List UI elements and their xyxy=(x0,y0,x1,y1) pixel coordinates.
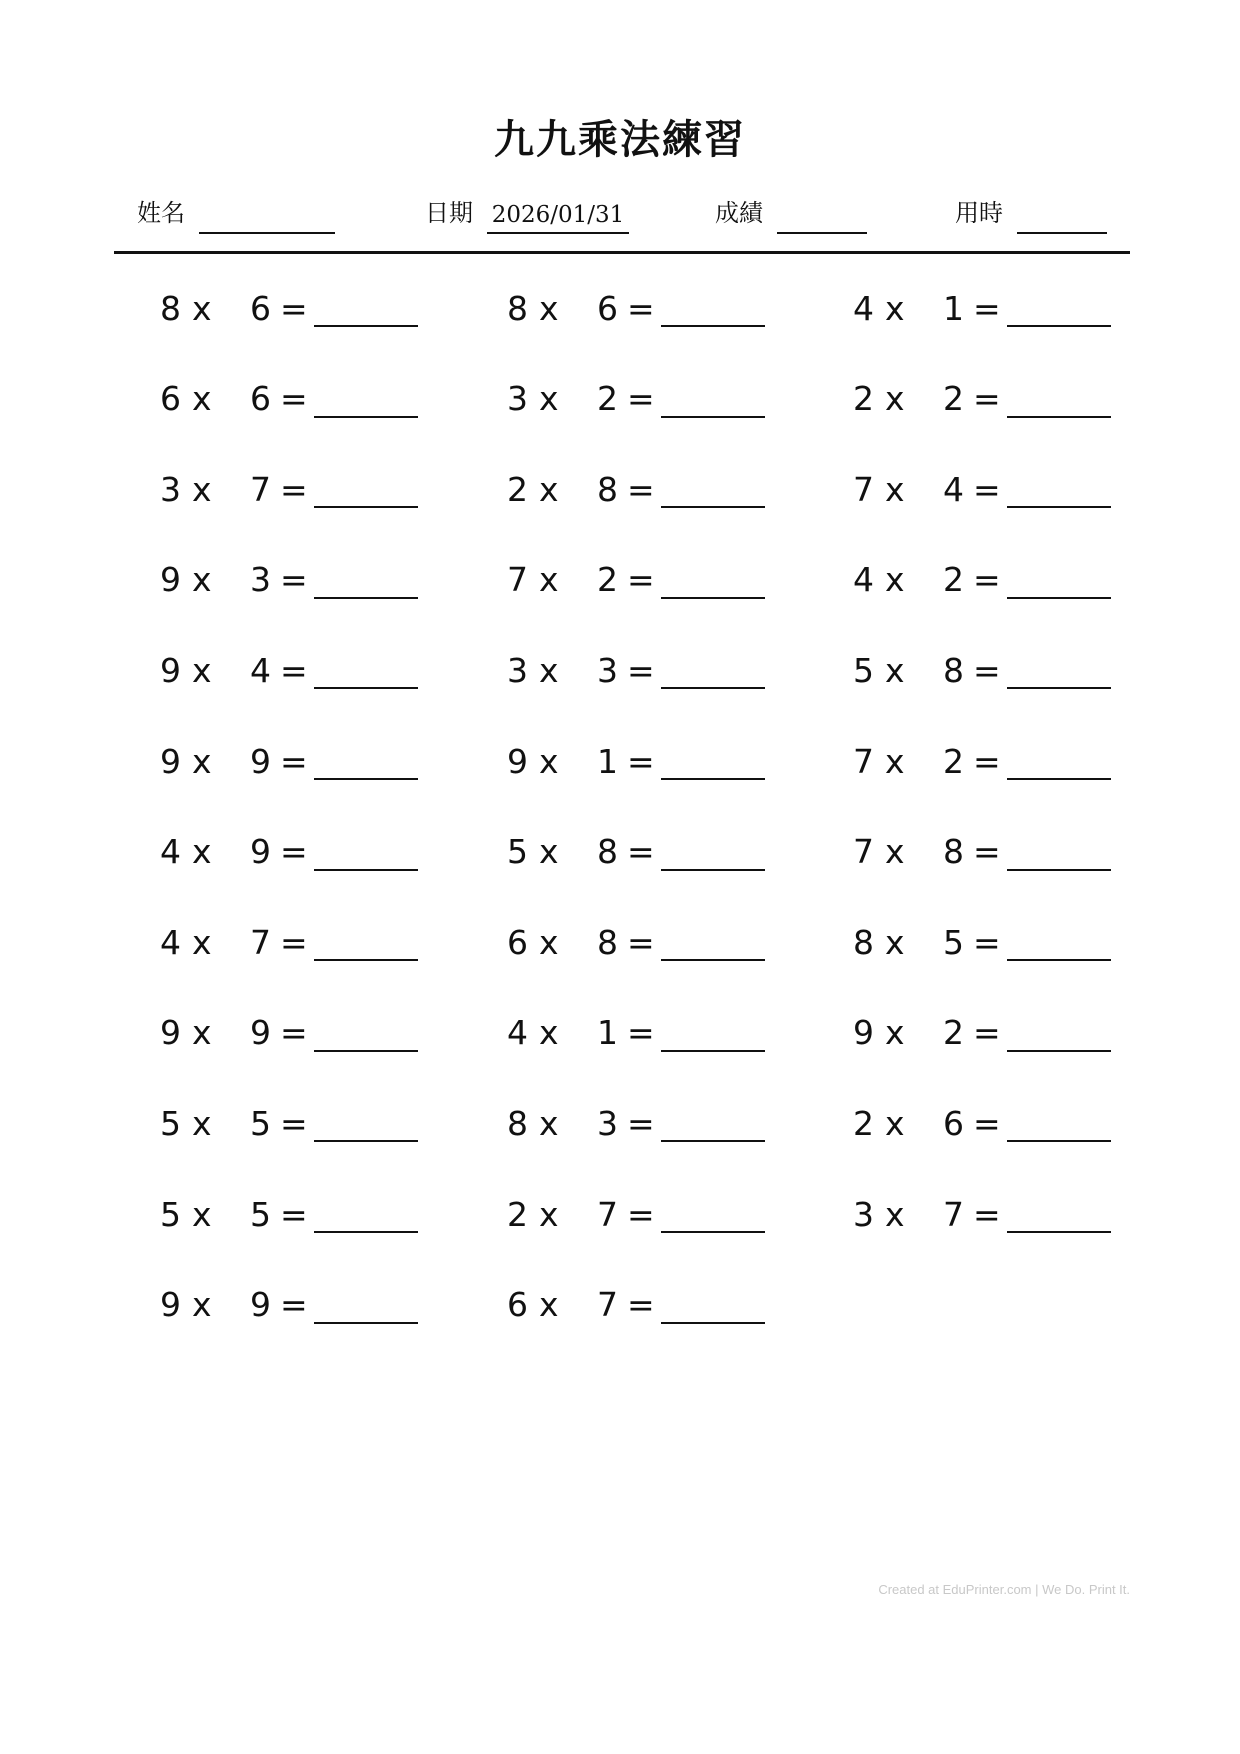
multiply-sign: x xyxy=(539,1013,559,1053)
multiplicand: 6 xyxy=(160,379,181,419)
problem-item xyxy=(160,829,418,875)
equals-sign: = xyxy=(627,1103,655,1143)
equals-sign: = xyxy=(627,922,655,962)
multiply-sign: x xyxy=(885,288,905,328)
multiplier: 8 xyxy=(943,832,964,872)
page-title: 九九乘法練習 xyxy=(494,116,746,163)
answer-blank[interactable] xyxy=(314,325,418,327)
score-field xyxy=(715,190,867,234)
answer-blank[interactable] xyxy=(314,1322,418,1324)
multiplier: 5 xyxy=(250,1103,271,1143)
answer-blank[interactable] xyxy=(661,1050,765,1052)
multiplier: 8 xyxy=(597,832,618,872)
multiplier: 2 xyxy=(943,741,964,781)
problem-item xyxy=(160,1191,418,1237)
problem-item xyxy=(853,1010,1111,1056)
multiplicand: 9 xyxy=(160,1013,181,1053)
multiply-sign: x xyxy=(539,379,559,419)
equals-sign: = xyxy=(973,560,1001,600)
multiply-sign: x xyxy=(885,1103,905,1143)
problem-item xyxy=(507,1100,765,1146)
equals-sign: = xyxy=(280,1285,308,1325)
multiplier: 7 xyxy=(943,1194,964,1234)
equals-sign: = xyxy=(973,379,1001,419)
answer-blank[interactable] xyxy=(1007,778,1111,780)
equals-sign: = xyxy=(973,1103,1001,1143)
multiplicand: 2 xyxy=(853,379,874,419)
problem-item xyxy=(853,1100,1111,1146)
multiply-sign: x xyxy=(192,922,212,962)
multiplier: 5 xyxy=(943,922,964,962)
equals-sign: = xyxy=(627,560,655,600)
multiplicand: 7 xyxy=(853,741,874,781)
multiply-sign: x xyxy=(885,832,905,872)
multiplicand: 8 xyxy=(507,288,528,328)
answer-blank[interactable] xyxy=(661,1140,765,1142)
equals-sign: = xyxy=(973,1194,1001,1234)
equals-sign: = xyxy=(280,922,308,962)
date-field xyxy=(425,190,629,234)
answer-blank[interactable] xyxy=(314,597,418,599)
answer-blank[interactable] xyxy=(1007,325,1111,327)
problem-item xyxy=(507,1282,765,1328)
multiplier: 2 xyxy=(943,1013,964,1053)
multiply-sign: x xyxy=(885,650,905,690)
multiply-sign: x xyxy=(192,1194,212,1234)
multiplier: 5 xyxy=(250,1194,271,1234)
problem-item xyxy=(507,376,765,422)
problem-item xyxy=(160,1100,418,1146)
multiply-sign: x xyxy=(192,832,212,872)
multiplicand: 9 xyxy=(160,741,181,781)
multiply-sign: x xyxy=(885,1194,905,1234)
multiplicand: 2 xyxy=(853,1103,874,1143)
multiplier: 6 xyxy=(250,379,271,419)
multiplier: 1 xyxy=(597,741,618,781)
equals-sign: = xyxy=(280,1194,308,1234)
equals-sign: = xyxy=(973,832,1001,872)
answer-blank[interactable] xyxy=(314,1050,418,1052)
multiplier: 3 xyxy=(597,650,618,690)
multiplicand: 5 xyxy=(160,1194,181,1234)
answer-blank[interactable] xyxy=(661,1231,765,1233)
equals-sign: = xyxy=(280,741,308,781)
multiply-sign: x xyxy=(192,741,212,781)
multiplicand: 5 xyxy=(160,1103,181,1143)
multiplicand: 4 xyxy=(853,560,874,600)
multiplicand: 3 xyxy=(507,379,528,419)
problem-item xyxy=(507,738,765,784)
problem-item xyxy=(853,919,1111,965)
multiply-sign: x xyxy=(192,650,212,690)
answer-blank[interactable] xyxy=(661,778,765,780)
multiplier: 6 xyxy=(943,1103,964,1143)
name-input-line[interactable] xyxy=(199,200,335,234)
multiplier: 6 xyxy=(597,288,618,328)
multiply-sign: x xyxy=(539,922,559,962)
answer-blank[interactable] xyxy=(314,687,418,689)
problem-item xyxy=(853,647,1111,693)
problem-item xyxy=(853,376,1111,422)
equals-sign: = xyxy=(280,379,308,419)
multiply-sign: x xyxy=(539,741,559,781)
multiplicand: 5 xyxy=(853,650,874,690)
answer-blank[interactable] xyxy=(314,1231,418,1233)
problem-item xyxy=(507,285,765,331)
multiplicand: 4 xyxy=(853,288,874,328)
multiplicand: 6 xyxy=(507,922,528,962)
multiplicand: 9 xyxy=(160,650,181,690)
answer-blank[interactable] xyxy=(1007,1050,1111,1052)
multiplicand: 8 xyxy=(507,1103,528,1143)
equals-sign: = xyxy=(280,560,308,600)
problem-item xyxy=(160,647,418,693)
multiply-sign: x xyxy=(192,1013,212,1053)
multiplier: 9 xyxy=(250,832,271,872)
multiplier: 4 xyxy=(250,650,271,690)
multiply-sign: x xyxy=(192,469,212,509)
equals-sign: = xyxy=(627,832,655,872)
equals-sign: = xyxy=(280,1103,308,1143)
equals-sign: = xyxy=(627,741,655,781)
time-label: 用時 xyxy=(955,199,1003,227)
multiply-sign: x xyxy=(885,469,905,509)
multiplicand: 3 xyxy=(507,650,528,690)
multiplier: 6 xyxy=(250,288,271,328)
answer-blank[interactable] xyxy=(1007,1231,1111,1233)
multiply-sign: x xyxy=(885,922,905,962)
equals-sign: = xyxy=(973,288,1001,328)
multiply-sign: x xyxy=(192,1285,212,1325)
equals-sign: = xyxy=(627,650,655,690)
multiply-sign: x xyxy=(885,379,905,419)
multiplier: 2 xyxy=(943,560,964,600)
multiplier: 9 xyxy=(250,1285,271,1325)
multiply-sign: x xyxy=(192,1103,212,1143)
multiply-sign: x xyxy=(539,560,559,600)
problem-item xyxy=(507,557,765,603)
multiplicand: 7 xyxy=(507,560,528,600)
problem-item xyxy=(507,1010,765,1056)
multiplicand: 8 xyxy=(853,922,874,962)
equals-sign: = xyxy=(280,650,308,690)
multiplier: 2 xyxy=(597,560,618,600)
score-label: 成績 xyxy=(715,199,763,227)
multiplicand: 7 xyxy=(853,469,874,509)
answer-blank[interactable] xyxy=(1007,687,1111,689)
multiply-sign: x xyxy=(539,650,559,690)
multiply-sign: x xyxy=(192,379,212,419)
equals-sign: = xyxy=(280,288,308,328)
problem-item xyxy=(853,829,1111,875)
multiply-sign: x xyxy=(539,1103,559,1143)
answer-blank[interactable] xyxy=(314,1140,418,1142)
multiplicand: 9 xyxy=(160,1285,181,1325)
name-label: 姓名 xyxy=(137,199,185,227)
date-label: 日期 xyxy=(425,199,473,227)
answer-blank[interactable] xyxy=(314,506,418,508)
multiply-sign: x xyxy=(885,1013,905,1053)
multiplicand: 2 xyxy=(507,1194,528,1234)
multiplier: 7 xyxy=(597,1194,618,1234)
problem-item xyxy=(160,1282,418,1328)
equals-sign: = xyxy=(627,469,655,509)
multiplicand: 8 xyxy=(160,288,181,328)
answer-blank[interactable] xyxy=(661,325,765,327)
problem-item xyxy=(853,466,1111,512)
multiply-sign: x xyxy=(192,288,212,328)
footer-credit: Created at EduPrinter.com | We Do. Print It. xyxy=(878,1582,1130,1597)
multiplier: 9 xyxy=(250,741,271,781)
answer-blank[interactable] xyxy=(661,1322,765,1324)
problem-item xyxy=(160,466,418,512)
multiply-sign: x xyxy=(539,1285,559,1325)
equals-sign: = xyxy=(280,832,308,872)
answer-blank[interactable] xyxy=(661,687,765,689)
multiplier: 3 xyxy=(250,560,271,600)
header-divider xyxy=(114,251,1130,254)
multiplier: 3 xyxy=(597,1103,618,1143)
answer-blank[interactable] xyxy=(661,506,765,508)
problem-item xyxy=(160,376,418,422)
problem-item xyxy=(160,557,418,603)
equals-sign: = xyxy=(627,1013,655,1053)
equals-sign: = xyxy=(627,1285,655,1325)
problem-item xyxy=(507,647,765,693)
answer-blank[interactable] xyxy=(661,869,765,871)
problem-item xyxy=(853,738,1111,784)
problem-item xyxy=(853,557,1111,603)
answer-blank[interactable] xyxy=(314,778,418,780)
multiply-sign: x xyxy=(539,1194,559,1234)
time-input-line[interactable] xyxy=(1017,200,1107,234)
multiplier: 8 xyxy=(943,650,964,690)
multiplier: 7 xyxy=(250,469,271,509)
multiplier: 1 xyxy=(943,288,964,328)
multiplicand: 9 xyxy=(160,560,181,600)
problem-item xyxy=(507,1191,765,1237)
answer-blank[interactable] xyxy=(314,416,418,418)
date-value[interactable]: 2026/01/31 xyxy=(487,200,629,234)
problem-item xyxy=(507,829,765,875)
equals-sign: = xyxy=(280,1013,308,1053)
answer-blank[interactable] xyxy=(661,416,765,418)
multiplier: 4 xyxy=(943,469,964,509)
equals-sign: = xyxy=(973,1013,1001,1053)
multiplier: 2 xyxy=(943,379,964,419)
answer-blank[interactable] xyxy=(1007,506,1111,508)
problem-item xyxy=(160,919,418,965)
multiplicand: 9 xyxy=(507,741,528,781)
equals-sign: = xyxy=(627,288,655,328)
equals-sign: = xyxy=(973,469,1001,509)
multiplicand: 3 xyxy=(160,469,181,509)
answer-blank[interactable] xyxy=(1007,869,1111,871)
problem-item xyxy=(507,466,765,512)
problem-item xyxy=(507,919,765,965)
answer-blank[interactable] xyxy=(1007,1140,1111,1142)
answer-blank[interactable] xyxy=(661,959,765,961)
name-field xyxy=(137,190,335,234)
multiplicand: 2 xyxy=(507,469,528,509)
multiplicand: 4 xyxy=(160,832,181,872)
score-input-line[interactable] xyxy=(777,200,867,234)
problem-item xyxy=(160,1010,418,1056)
multiplicand: 9 xyxy=(853,1013,874,1053)
equals-sign: = xyxy=(973,922,1001,962)
worksheet-header xyxy=(0,190,1240,234)
multiply-sign: x xyxy=(192,560,212,600)
answer-blank[interactable] xyxy=(314,869,418,871)
multiplicand: 4 xyxy=(507,1013,528,1053)
multiplicand: 7 xyxy=(853,832,874,872)
multiplier: 2 xyxy=(597,379,618,419)
problem-item xyxy=(160,738,418,784)
equals-sign: = xyxy=(973,650,1001,690)
multiplicand: 6 xyxy=(507,1285,528,1325)
equals-sign: = xyxy=(627,1194,655,1234)
equals-sign: = xyxy=(973,741,1001,781)
equals-sign: = xyxy=(280,469,308,509)
multiplier: 9 xyxy=(250,1013,271,1053)
multiplier: 7 xyxy=(250,922,271,962)
multiply-sign: x xyxy=(539,832,559,872)
multiplicand: 5 xyxy=(507,832,528,872)
answer-blank[interactable] xyxy=(314,959,418,961)
multiplier: 7 xyxy=(597,1285,618,1325)
multiplicand: 3 xyxy=(853,1194,874,1234)
multiplicand: 4 xyxy=(160,922,181,962)
answer-blank[interactable] xyxy=(1007,416,1111,418)
multiplier: 1 xyxy=(597,1013,618,1053)
answer-blank[interactable] xyxy=(1007,597,1111,599)
multiply-sign: x xyxy=(539,288,559,328)
problem-item xyxy=(160,285,418,331)
multiplier: 8 xyxy=(597,922,618,962)
multiply-sign: x xyxy=(539,469,559,509)
answer-blank[interactable] xyxy=(661,597,765,599)
problem-item xyxy=(853,285,1111,331)
time-field xyxy=(955,190,1107,234)
equals-sign: = xyxy=(627,379,655,419)
answer-blank[interactable] xyxy=(1007,959,1111,961)
problem-item xyxy=(853,1191,1111,1237)
multiply-sign: x xyxy=(885,560,905,600)
multiply-sign: x xyxy=(885,741,905,781)
multiplier: 8 xyxy=(597,469,618,509)
